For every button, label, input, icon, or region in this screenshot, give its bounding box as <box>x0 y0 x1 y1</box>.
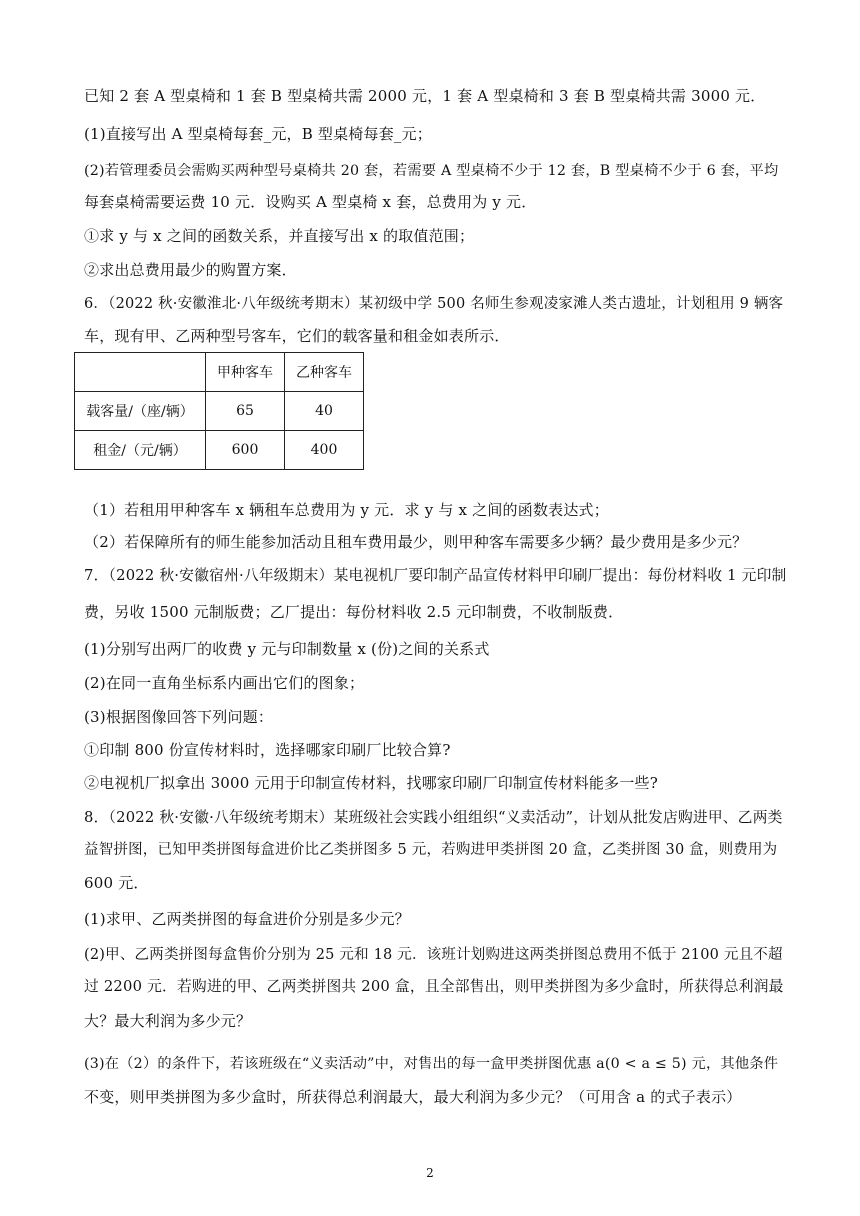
table-cell: 600 <box>206 431 285 470</box>
table-header-row <box>75 353 364 392</box>
text-line: (3)在（2）的条件下，若该班级在“义卖活动”中，对售出的每一盒甲类拼图优惠 a(0 < a ≤ 5) 元，其他条件 <box>84 1056 779 1072</box>
text-line: 不变，则甲类拼图为多少盒时，所获得总利润最大，最大利润为多少元？（可用含 a 的式子表示） <box>84 1088 742 1106</box>
text-line: 益智拼图，已知甲类拼图每盒进价比乙类拼图多 5 元，若购进甲类拼图 20 盒，乙类拼图 30 盒，则费用为 <box>84 842 778 858</box>
text-line: 大？最大利润为多少元？ <box>84 1012 252 1030</box>
text-line: 过 2200 元．若购进的甲、乙两类拼图共 200 盒，且全部售出，则甲类拼图为多少盒时，所获得总利润最 <box>84 978 784 995</box>
question-8-heading: 8．（2022 秋·安徽·八年级统考期末）某班级社会实践小组组织“义卖活动”，计划从批发店购进甲、乙两类 <box>84 809 783 826</box>
table-cell <box>75 353 206 392</box>
question-7-heading: 7．（2022 秋·安徽宿州·八年级期末）某电视机厂要印制产品宣传材料甲印刷厂提出：每份材料收 1 元印制 <box>84 567 787 584</box>
text-line: 每套桌椅需要运费 10 元．设购买 A 型桌椅 x 套，总费用为 y 元． <box>84 193 537 211</box>
text-line: (3)根据图像回答下列问题： <box>84 708 274 726</box>
table-cell: 65 <box>206 392 285 431</box>
text-line: (2)在同一直角坐标系内画出它们的图象； <box>84 674 365 692</box>
table-header-cell: 乙种客车 <box>285 353 364 392</box>
table-cell: 载客量/（座/辆） <box>75 392 206 431</box>
table-row <box>75 431 364 470</box>
text-line: （2）若保障所有的师生能参加活动且租车费用最少，则甲种客车需要多少辆？最少费用是多少元？ <box>84 533 748 551</box>
text-line: ①求 y 与 x 之间的函数关系，并直接写出 x 的取值范围； <box>84 227 475 245</box>
page-number: 2 <box>426 1166 434 1180</box>
text-line: (2)甲、乙两类拼图每盒售价分别为 25 元和 18 元．该班计划购进这两类拼图总费用不低于 2100 元且不超 <box>84 947 783 963</box>
text-line: 已知 2 套 A 型桌椅和 1 套 B 型桌椅共需 2000 元，1 套 A 型桌椅和 3 套 B 型桌椅共需 3000 元． <box>84 87 766 105</box>
table-cell: 400 <box>285 431 364 470</box>
text-line: ①印制 800 份宣传材料时，选择哪家印刷厂比较合算? <box>84 741 451 759</box>
text-line: 车，现有甲、乙两种型号客车，它们的载客量和租金如表所示． <box>84 327 510 345</box>
text-line: ②求出总费用最少的购置方案． <box>84 261 297 279</box>
text-line: (2)若管理委员会需购买两种型号桌椅共 20 套，若需要 A 型桌椅不少于 12 套，B 型桌椅不少于 6 套，平均 <box>84 163 779 179</box>
table-cell: 40 <box>285 392 364 431</box>
text-line: (1)直接写出 A 型桌椅每套_元，B 型桌椅每套_元； <box>84 125 433 143</box>
table-header-cell: 甲种客车 <box>206 353 285 392</box>
text-line: 600 元． <box>84 874 149 892</box>
table-cell: 租金/（元/辆） <box>75 431 206 470</box>
bus-rental-table <box>74 352 364 470</box>
text-line: (1)分别写出两厂的收费 y 元与印制数量 x (份)之间的关系式 <box>84 640 490 658</box>
text-line: 费，另收 1500 元制版费；乙厂提出：每份材料收 2.5 元印制费，不收制版费． <box>84 603 624 621</box>
text-line: (1)求甲、乙两类拼图的每盒进价分别是多少元？ <box>84 910 410 928</box>
question-6-heading: 6．（2022 秋·安徽淮北·八年级统考期末）某初级中学 500 名师生参观凌家滩人类古遗址，计划租用 9 辆客 <box>84 296 784 312</box>
text-line: ②电视机厂拟拿出 3000 元用于印制宣传材料，找哪家印刷厂印制宣传材料能多一些? <box>84 774 658 792</box>
text-line: （1）若租用甲种客车 x 辆租车总费用为 y 元．求 y 与 x 之间的函数表达式； <box>84 501 609 519</box>
table-row <box>75 392 364 431</box>
